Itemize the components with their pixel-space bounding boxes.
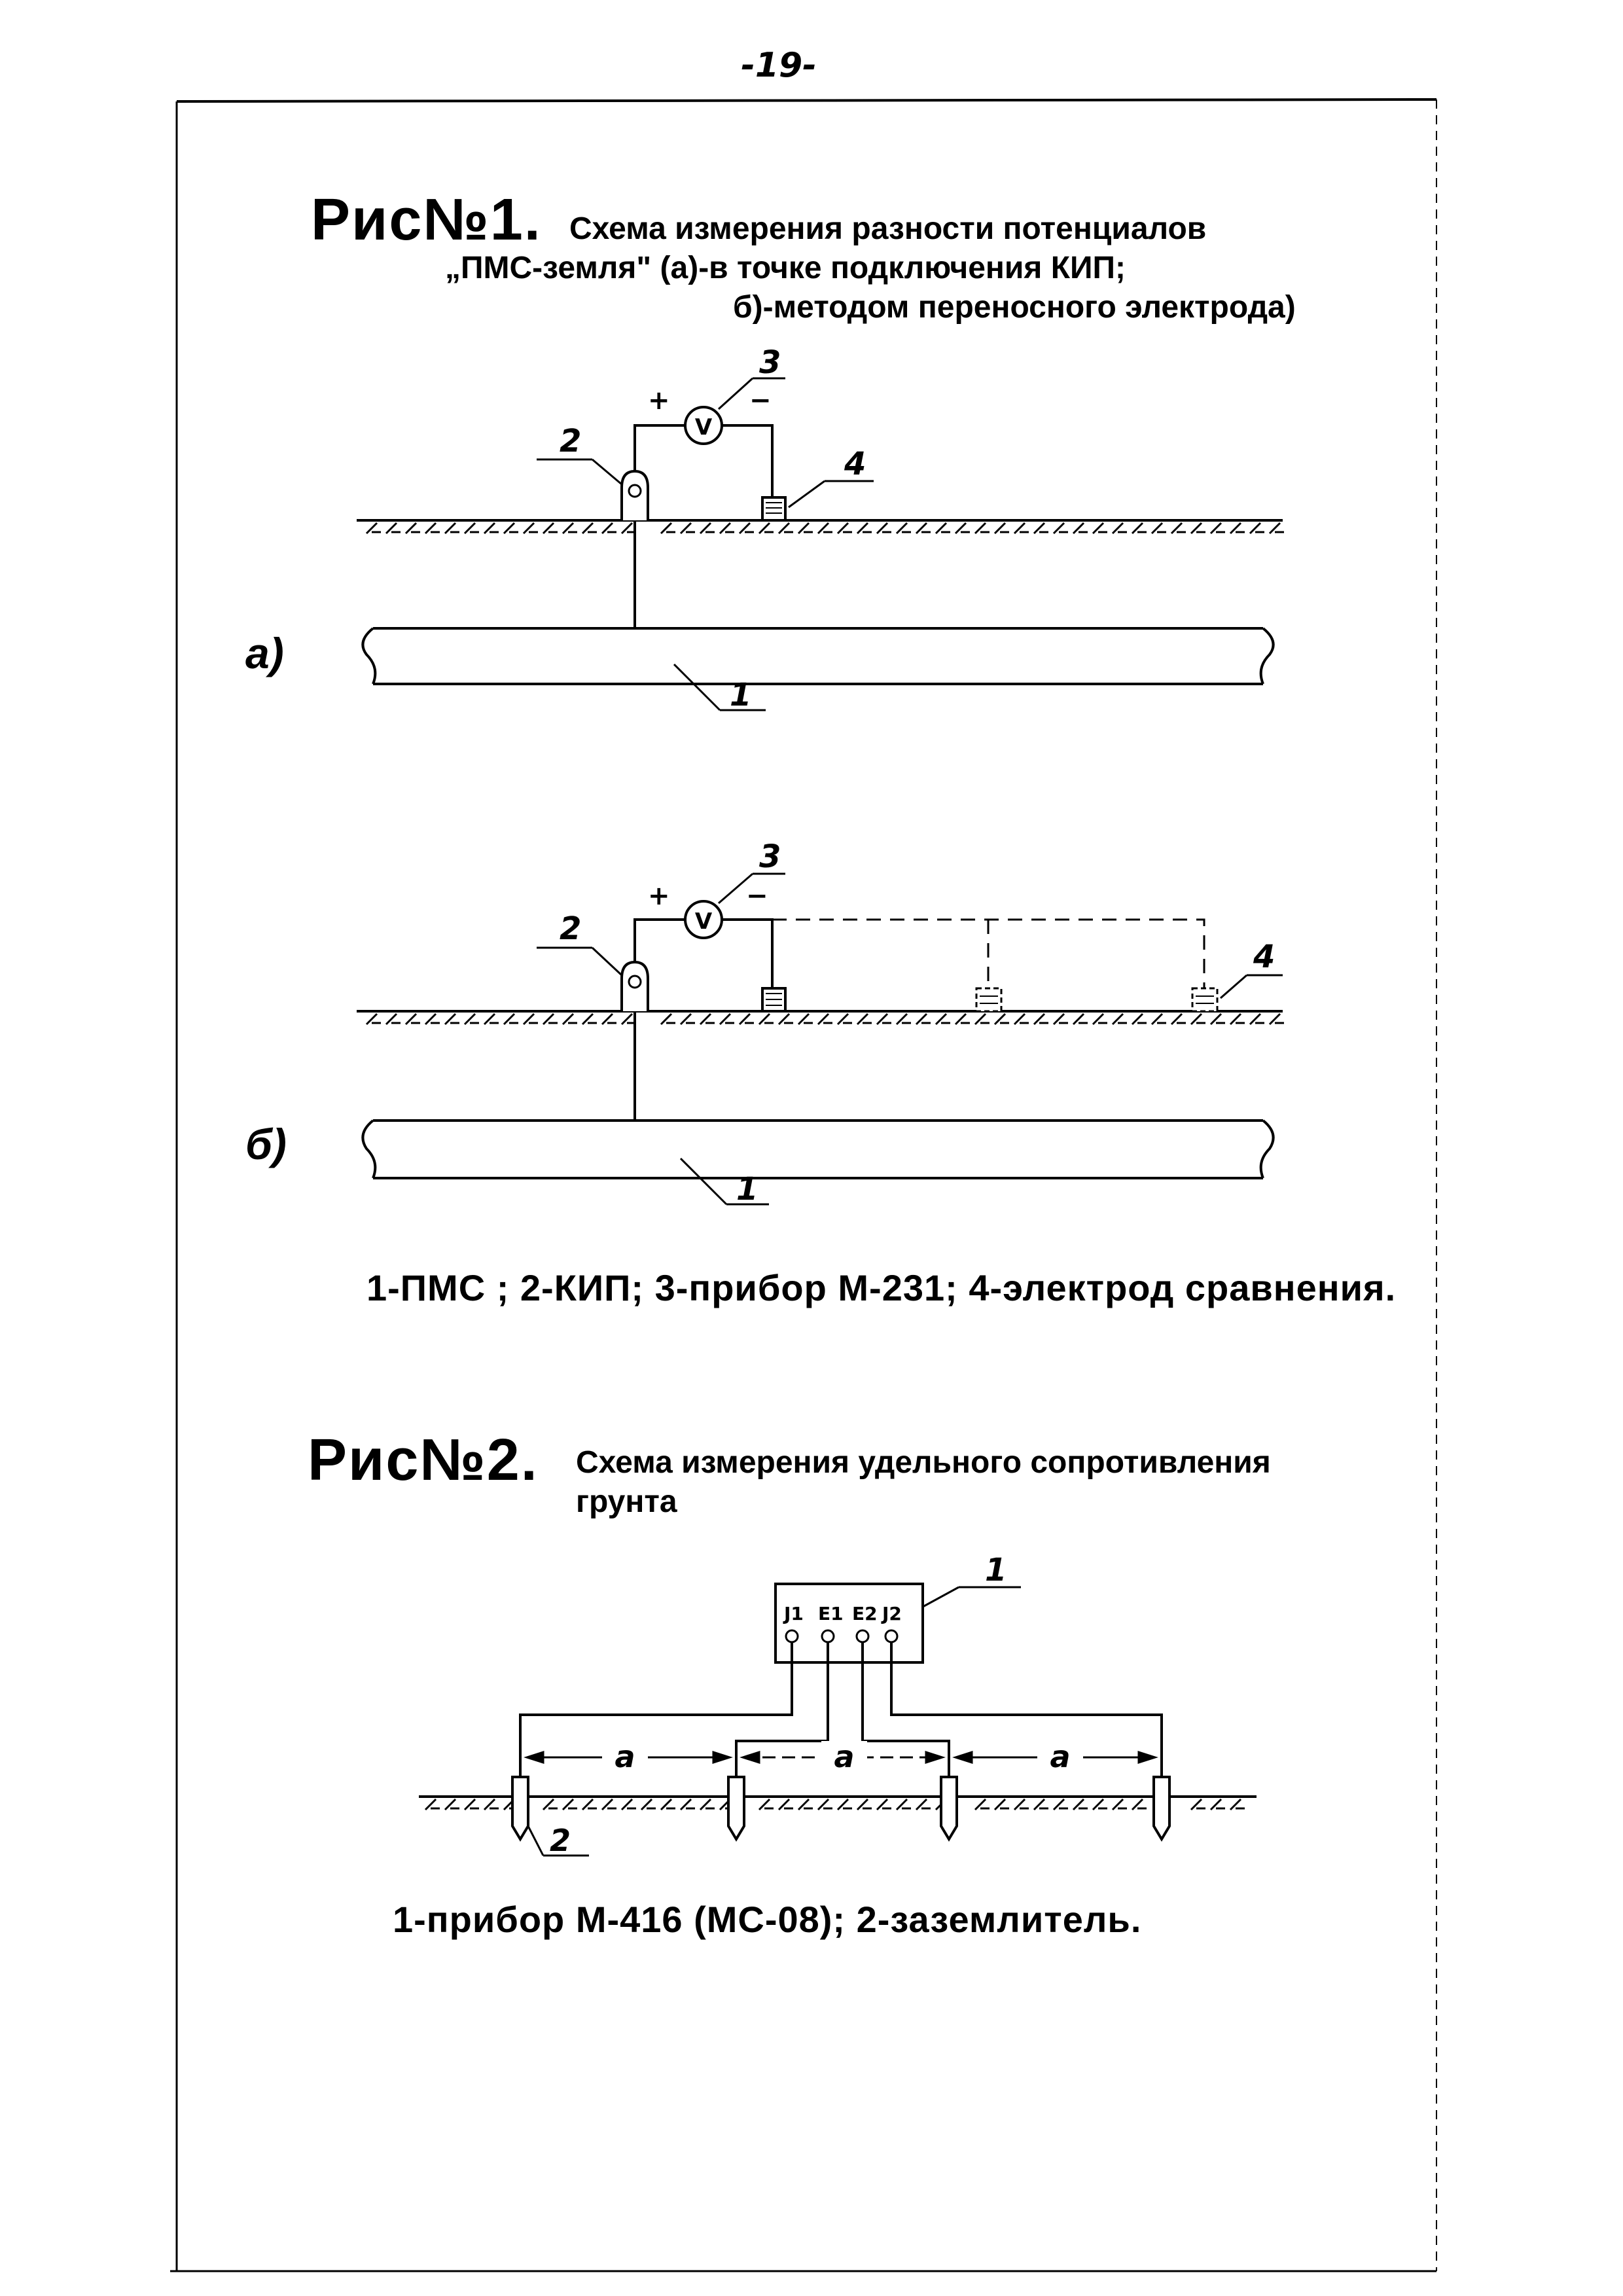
fig2-caption-line2: грунта — [576, 1484, 677, 1519]
spacing-label-3: a — [1050, 1739, 1071, 1774]
callout-1-b: 1 — [736, 1171, 758, 1208]
callout-4-b: 4 — [1253, 939, 1275, 975]
terminal-label-j2: J2 — [882, 1603, 902, 1624]
callout-instrument: 1 — [985, 1552, 1007, 1588]
spacing-label-2: a — [834, 1739, 855, 1774]
callout-3-b: 3 — [759, 838, 781, 875]
polarity-minus-a: − — [749, 386, 772, 416]
terminal-label-e2: E2 — [852, 1603, 878, 1624]
terminal-label-j1: J1 — [784, 1603, 804, 1624]
polarity-minus-b: − — [746, 881, 768, 911]
fig2-title: Рис№2. — [308, 1427, 539, 1493]
fig2-legend: 1-прибор М-416 (МС-08); 2-заземлитель. — [393, 1899, 1142, 1940]
callout-2-b: 2 — [560, 910, 582, 947]
spacing-label-1: a — [615, 1739, 635, 1774]
fig1-title: Рис№1. — [311, 187, 542, 253]
terminal-label-e1: E1 — [818, 1603, 844, 1624]
instrument-m416 — [776, 1584, 923, 1662]
polarity-plus-b: + — [648, 881, 670, 911]
panel-b-label: б) — [245, 1120, 287, 1168]
fig2-caption-line1: Схема измерения удельного сопротивления — [576, 1445, 1271, 1480]
fig1-legend: 1-ПМС ; 2-КИП; 3-прибор М-231; 4-электрод сравнения. — [366, 1267, 1397, 1308]
fig1-caption-line1: Схема измерения разности потенциалов — [569, 211, 1207, 246]
callout-4-a: 4 — [844, 446, 866, 482]
voltmeter-symbol: V — [694, 414, 713, 440]
callout-2-a: 2 — [560, 423, 582, 459]
callout-1-a: 1 — [730, 677, 752, 713]
polarity-plus-a: + — [648, 386, 670, 416]
fig1-caption-line3: б)-методом переносного электрода) — [733, 290, 1296, 325]
ground-hatching-icon — [419, 1797, 1257, 1810]
panel-a-label: а) — [245, 629, 284, 677]
callout-3-a: 3 — [759, 344, 781, 381]
fig1-caption-line2: „ПМС-земля" (а)-в точке подключения КИП; — [445, 251, 1126, 285]
callout-ground-rod: 2 — [550, 1823, 571, 1858]
voltmeter-symbol-b: V — [694, 908, 713, 935]
page-number: -19- — [741, 46, 817, 85]
